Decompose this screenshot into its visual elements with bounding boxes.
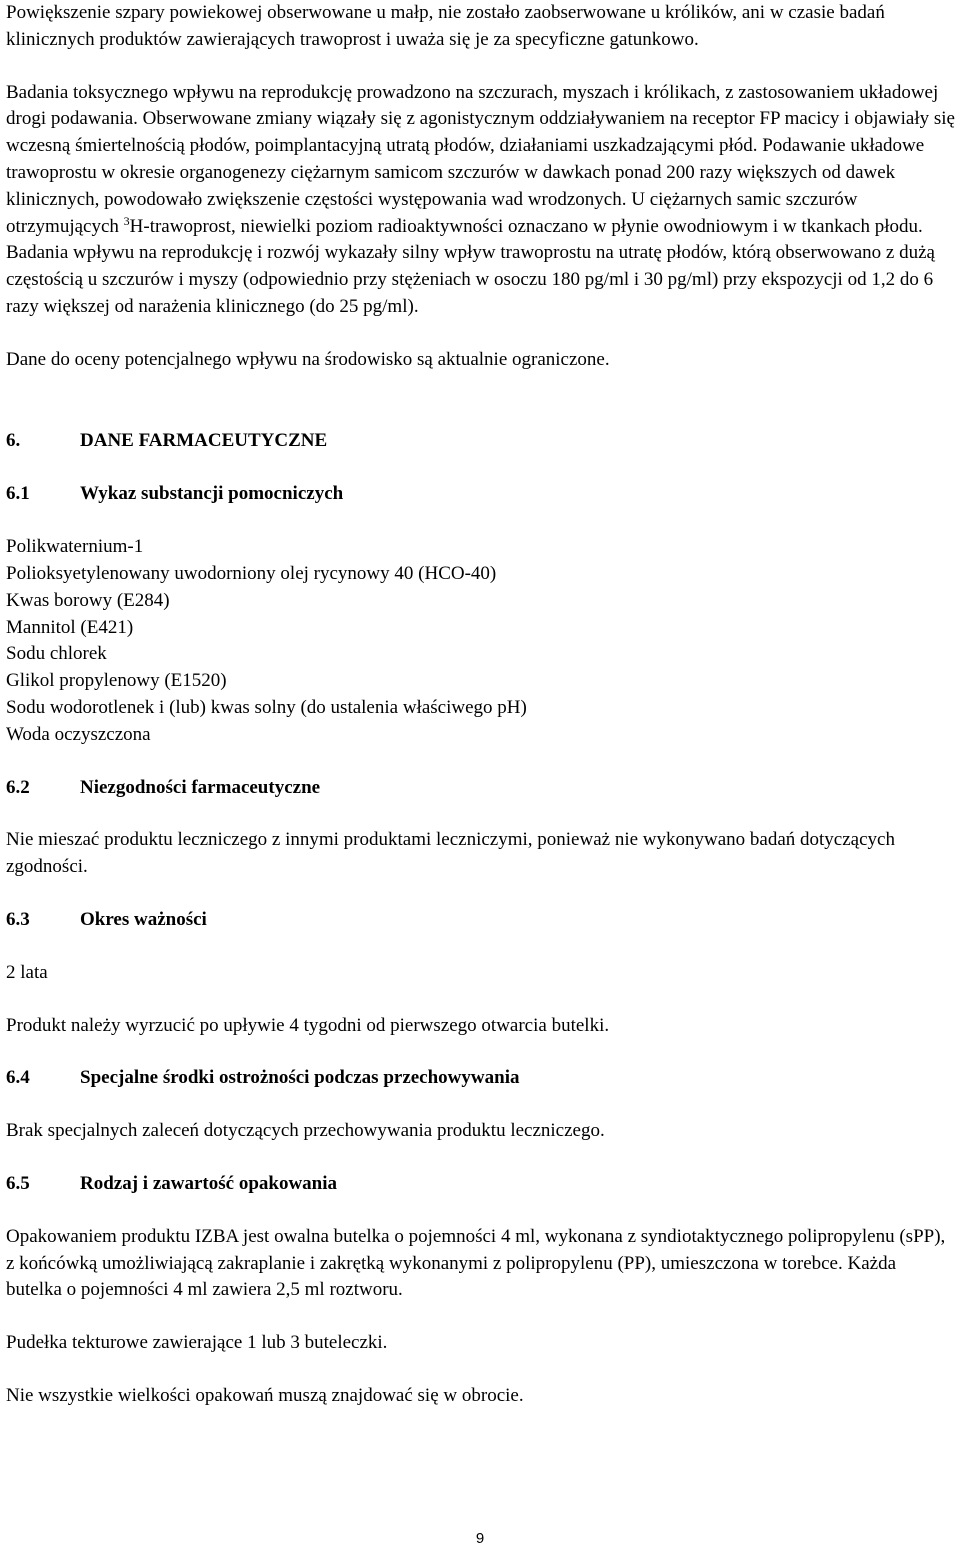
paragraph-reproduction-part2: H-trawoprost, niewielki poziom radioaktywności oznaczano w płynie owodniowym i w tkankach płodu. Badania wpływu na reprodukcję i rozwój wykazały silny wpływ trawoprostu na utratę płodów, którą obserwowano z dużą częstością u szczurów i myszy (odpowiednio przy stężeniach w osoczu 180 pg/ml i 30 pg/ml) przy ekspozycji od 1,2 do 6 razy większej od narażenia klinicznego (do 25 pg/ml). — [6, 215, 935, 317]
section-title: Specjalne środki ostrożności podczas przechowywania — [80, 1067, 520, 1089]
section-heading-6-2 — [6, 775, 956, 802]
paragraph-marketing: Nie wszystkie wielkości opakowań muszą znajdować się w obrocie. — [6, 1384, 524, 1406]
section-title: DANE FARMACEUTYCZNE — [80, 429, 328, 451]
section-title: Niezgodności farmaceutyczne — [80, 776, 321, 798]
list-item: Glikol propylenowy (E1520) — [6, 670, 227, 692]
list-item: Polioksyetylenowany uwodorniony olej rycynowy 40 (HCO-40) — [6, 562, 497, 584]
section-number: 6.2 — [6, 776, 30, 798]
paragraph-reproduction-part1: Badania toksycznego wpływu na reprodukcję prowadzono na szczurach, myszach i królikach, z zastosowaniem układowej drogi podawania. Obserwowane zmiany wiązały się z agonistycznym oddziaływaniem na receptor FP macicy i objawiały się wczesną śmiertelnością płodów, poimplantacyjną utratą płodów, działaniami uszkadzającymi płód. Podawanie układowe trawoprostu w okresie organogenezy ciężarnym samicom szczurów w dawkach ponad 200 razy większych od dawek klinicznych, powodowało zwiększenie częstości występowania wad wrodzonych. U ciężarnych samic szczurów otrzymujących — [6, 81, 955, 237]
isotope-superscript: 3 — [123, 213, 130, 228]
paragraph-after-opening: Produkt należy wyrzucić po upływie 4 tygodni od pierwszego otwarcia butelki. — [6, 1014, 610, 1036]
section-heading-6 — [6, 428, 956, 455]
document-page — [6, 0, 956, 1410]
section-heading-6-4 — [6, 1065, 956, 1092]
paragraph-eyelid: Powiększenie szpary powiekowej obserwowane u małp, nie zostało zaobserwowane u królików, ani w czasie badań klinicznych produktów zawierających trawoprost i uważa się je za specyficzne gatunkowo. — [6, 2, 885, 50]
list-item: Sodu chlorek — [6, 643, 107, 665]
paragraph-reproduction — [6, 80, 956, 321]
section-number: 6.3 — [6, 908, 30, 930]
list-item: Sodu wodorotlenek i (lub) kwas solny (do ustalenia właściwego pH) — [6, 696, 527, 718]
list-item: Kwas borowy (E284) — [6, 589, 170, 611]
paragraph-incompatibilities: Nie mieszać produktu leczniczego z innymi produktami leczniczymi, ponieważ nie wykonywano badań dotyczących zgodności. — [6, 829, 895, 878]
paragraph-pack-sizes: Pudełka tekturowe zawierające 1 lub 3 buteleczki. — [6, 1332, 388, 1354]
list-item: Polikwaternium-1 — [6, 536, 144, 558]
paragraph-shelf-life: 2 lata — [6, 961, 48, 983]
section-number: 6.4 — [6, 1067, 30, 1089]
section-heading-6-1 — [6, 481, 956, 508]
section-number: 6.1 — [6, 483, 30, 505]
section-title: Wykaz substancji pomocniczych — [80, 483, 344, 505]
list-item: Mannitol (E421) — [6, 616, 134, 638]
excipients-list — [6, 534, 956, 748]
paragraph-environment: Dane do oceny potencjalnego wpływu na środowisko są aktualnie ograniczone. — [6, 348, 610, 370]
section-heading-6-3 — [6, 907, 956, 934]
paragraph-storage: Brak specjalnych zaleceń dotyczących przechowywania produktu leczniczego. — [6, 1120, 605, 1142]
section-number: 6. — [6, 429, 21, 451]
section-heading-6-5 — [6, 1171, 956, 1198]
paragraph-packaging: Opakowaniem produktu IZBA jest owalna butelka o pojemności 4 ml, wykonana z syndiotaktycznego polipropylenu (sPP), z końcówką umożliwiającą zakraplanie i zakrętką wykonanymi z polipropylenu (PP), umieszczona w torebce. Każda butelka o pojemności 4 ml zawiera 2,5 ml roztworu. — [6, 1225, 946, 1301]
section-number: 6.5 — [6, 1172, 30, 1194]
list-item: Woda oczyszczona — [6, 723, 151, 745]
section-title: Rodzaj i zawartość opakowania — [80, 1172, 338, 1194]
section-title: Okres ważności — [80, 908, 207, 930]
page-number: 9 — [475, 1530, 485, 1547]
